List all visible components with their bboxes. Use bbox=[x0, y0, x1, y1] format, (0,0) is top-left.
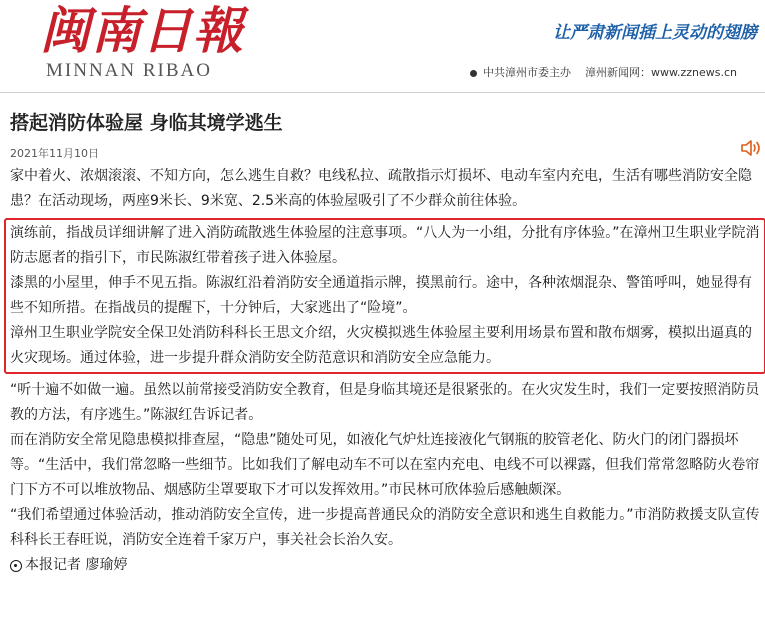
masthead-divider bbox=[0, 92, 765, 93]
article-paragraph: 漳州卫生职业学院安全保卫处消防科科长王思文介绍，火灾模拟逃生体验屋主要利用场景布置和散布烟雾，模拟出逼真的火灾现场。通过体验，进一步提升群众消防安全防范意识和消防安全应急能力。 bbox=[10, 325, 752, 366]
speaker-icon[interactable] bbox=[740, 138, 762, 158]
article-paragraph: “听十遍不如做一遍。虽然以前常接受消防安全教育，但是身临其境还是很紧张的。在火灾发生时，我们一定要按照消防员教的方法，有序逃生。”陈淑红告诉记者。 bbox=[10, 382, 760, 423]
byline-text: 本报记者 廖瑜婷 bbox=[25, 557, 128, 573]
bullet-icon bbox=[470, 70, 477, 77]
article-paragraph: 而在消防安全常见隐患模拟排查屋，“隐患”随处可见，如液化气炉灶连接液化气钢瓶的胶管老化、防火门的闭门器损坏等。“生活中，我们常忽略一些细节。比如我们了解电动车不可以在室内充电、电线不可以裸露，但我们常常忽略防火卷帘门下方不可以堆放物品、烟感防尘罩要取下才可以发挥效用。”市民林可欣体验后感触颇深。 bbox=[10, 432, 760, 498]
newspaper-logo-english: MINNAN RIBAO bbox=[46, 60, 212, 81]
article-paragraph: 家中着火、浓烟滚滚、不知方向，怎么逃生自救？电线私拉、疏散指示灯损坏、电动车室内充电，生活有哪些消防安全隐患？在活动现场，两座9米长、9米宽、2.5米高的体验屋吸引了不少群众前往体验。 bbox=[10, 168, 752, 209]
circle-dot-icon bbox=[10, 560, 22, 572]
byline bbox=[10, 553, 760, 578]
masthead bbox=[0, 0, 765, 92]
highlight-box bbox=[4, 218, 765, 374]
sponsor-text: 中共漳州市委主办 bbox=[483, 66, 571, 79]
site-link[interactable]: 漳州新闻网：www.zznews.cn bbox=[585, 66, 738, 79]
article-body bbox=[10, 164, 760, 578]
masthead-slogan: 让严肃新闻插上灵动的翅膀 bbox=[553, 23, 757, 43]
article-paragraph: 漆黑的小屋里，伸手不见五指。陈淑红沿着消防安全通道指示牌，摸黑前行。途中，各种浓烟混杂、警笛呼叫，她显得有些不知所措。在指战员的提醒下，十分钟后，大家逃出了“险境”。 bbox=[10, 275, 752, 316]
article-paragraph: 演练前，指战员详细讲解了进入消防疏散逃生体验屋的注意事项。“八人为一小组，分批有序体验。”在漳州卫生职业学院消防志愿者的指引下，市民陈淑红带着孩子进入体验屋。 bbox=[10, 225, 760, 266]
newspaper-logo[interactable]: 闽南日報 bbox=[40, 1, 244, 60]
article-title: 搭起消防体验屋 身临其境学逃生 bbox=[10, 112, 283, 134]
article-date: 2021年11月10日 bbox=[10, 147, 99, 160]
article-paragraph: “我们希望通过体验活动，推动消防安全宣传，进一步提高普通民众的消防安全意识和逃生自救能力。”市消防救援支队宣传科科长王春旺说，消防安全连着千家万户，事关社会长治久安。 bbox=[10, 507, 760, 548]
masthead-info bbox=[470, 64, 760, 82]
